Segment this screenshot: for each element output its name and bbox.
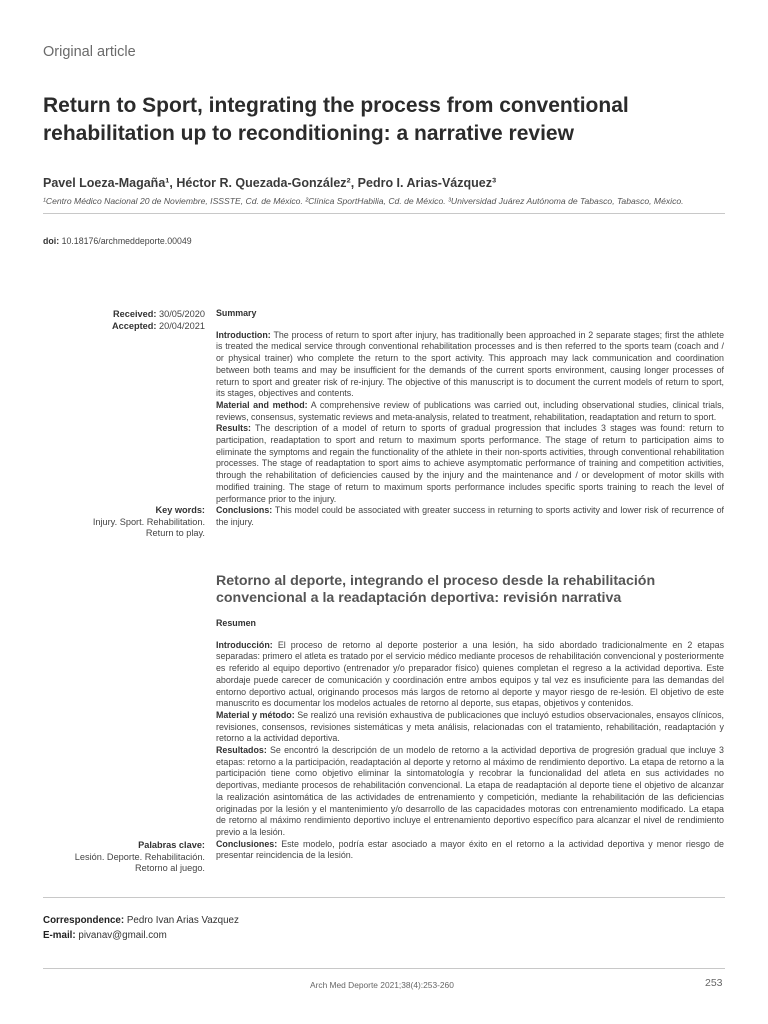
- summary-conclusions: Conclusions: This model could be associated with greater success in returning to sports activity and lower risk of recurrence of the injury.: [216, 505, 724, 527]
- accepted-label: Accepted:: [112, 321, 157, 331]
- journal-citation: Arch Med Deporte 2021;38(4):253-260: [310, 980, 454, 990]
- correspondence-line: [43, 914, 239, 929]
- author-list: Pavel Loeza-Magaña¹, Héctor R. Quezada-González², Pedro I. Arias-Vázquez³: [43, 176, 497, 190]
- summary-results: Results: The description of a model of return to sports of gradual progression that includes 3 stages was found: return to participation, readaptation to sport and return to maximum sports performance. The stage of return to participation aims to eliminate the symptoms and regain the functionality of the athlete in their non-sports activities, through conventional rehabilitation processes. The stage of readaptation to sport aims to achieve asymptomatic performance of training and competition activities, through the rehabilitation of deficiencies caused by the injury and the maintenance and / or development of motor skills with modified training. The stage of return to maximum sports performance includes specific sports training to reach the level of performance prior to the injury.: [216, 423, 724, 504]
- page-number: 253: [705, 977, 723, 989]
- keywords-spanish: [43, 840, 205, 875]
- correspondence-label: Correspondence:: [43, 915, 125, 926]
- email-link[interactable]: pivanav@gmail.com: [78, 929, 167, 941]
- doi-link[interactable]: 10.18176/archmeddeporte.00049: [61, 236, 192, 246]
- article-dates: [43, 308, 205, 332]
- section-label: Original article: [43, 44, 136, 60]
- resumen-introduccion: Introducción: El proceso de retorno al deporte posterior a una lesión, ha sido abordado tradicionalmente en 2 etapas separadas: primero el atleta es tratado por el servicio médico mediante procesos de rehabilitación convencional y posteriormente es referido al equipo deportivo (entrenador y/o preparador físico) quienes completan el regreso a la actividad deportiva. Este abordaje puede carecer de comunicación y coordinación entre ambos equipos y tal vez es insuficiente para las demandas del entorno deportivo actual, originando procesos más largos de retorno al deporte y mayor riesgo de re-lesión. El objetivo de este manuscrito es documentar los modelos actuales de retorno al deporte, sus etapas, objetivos y contenidos.: [216, 639, 725, 709]
- accepted-date: [43, 320, 205, 332]
- email-label: E-mail:: [43, 929, 76, 941]
- keywords-english: [43, 505, 205, 540]
- doi-label: doi:: [43, 236, 60, 246]
- resumen-heading: Resumen: [216, 618, 256, 628]
- email-line: [43, 929, 239, 944]
- summary-spanish: [216, 618, 724, 862]
- correspondence-name: Pedro Ivan Arias Vazquez: [126, 915, 239, 926]
- keywords-line-2: Return to play.: [145, 528, 205, 538]
- received-date: [43, 308, 205, 320]
- accepted-value: 20/04/2021: [159, 321, 205, 331]
- keywords-line-1: Injury. Sport. Rehabilitation.: [92, 516, 205, 527]
- footer-divider: [43, 968, 725, 969]
- summary-heading: Summary: [216, 308, 257, 318]
- received-label: Received:: [113, 309, 157, 319]
- doi: [43, 236, 192, 246]
- palabras-clave-line-1: Lesión. Deporte. Rehabilitación.: [74, 851, 205, 862]
- affiliations: ¹Centro Médico Nacional 20 de Noviembre, ISSSTE, Cd. de México. ²Clínica SportHabilia, Cd. de México. ³Universidad Juárez Autónoma de Tabasco, Tabasco, México.: [43, 196, 684, 206]
- resumen-conclusiones: Conclusiones: Este modelo, podría estar asociado a mayor éxito en el retorno a la actividad deportiva y menor riesgo de presentar reincidencia de la lesión.: [216, 838, 724, 861]
- palabras-clave-line-2: Retorno al juego.: [135, 863, 205, 873]
- keywords-label: Key words:: [155, 505, 205, 515]
- article-title: Return to Sport, integrating the process from conventional rehabilitation up to reconditioning: a narrative review: [43, 94, 629, 145]
- received-value: 30/05/2020: [159, 309, 205, 319]
- summary-method: Material and method: A comprehensive review of publications was carried out, including observational studies, clinical trials, reviews, consensus, systematic reviews and meta-analysis, related to treatment, rehabilitation, readaptation and return to sport.: [216, 399, 724, 422]
- header-divider: [43, 213, 725, 214]
- summary-english: [216, 308, 724, 529]
- summary-introduction: Introduction: The process of return to sport after injury, has traditionally been approached in 2 separate stages; first the athlete is treated the medical service through conventional rehabilitation processes and is then referred to the sports team (coach and / or physical trainer) who complete the return to the sport activity. This approach may lack communication and coordination between both teams and may be insufficient for the demands of the current sports environment, causing longer processes of return to sport and greater risk of re-injury. The objective of this manuscript is to document the current models of return to sport, its stages, objectives and contents.: [216, 329, 725, 399]
- correspondence: [43, 914, 239, 943]
- resumen-metodo: Material y método: Se realizó una revisión exhaustiva de publicaciones que incluyó estudios observacionales, ensayos clínicos, revisiones, consensos, revisiones sistemáticas y meta análisis, relacionadas con el tratamiento, rehabilitación, readaptación y retorno a la actividad deportiva.: [216, 709, 724, 744]
- resumen-resultados: Resultados: Se encontró la descripción de un modelo de retorno a la actividad deportiva de progresión gradual que incluye 3 etapas: retorno a la participación, readaptación al deporte y retorno al máximo de rendimiento deportivo. La etapa de retorno a la participación tiene como objetivo eliminar la sintomatología y recobrar la funcionalidad del atleta en sus actividades no deportivas, mediante procesos de rehabilitación convencional. La etapa de readaptación al deporte tiene el objetivo de alcanzar la realización asintomática de las actividades de entrenamiento y competición, mediante la rehabilitación de las deficiencias originadas por la lesión y el mantenimiento y/o desarrollo de las capacidades motoras con entrenamiento modificado. La etapa de retorno al máximo rendimiento deportivo incluye el entrenamiento deportivo específico para alcanzar el nivel de rendimiento previo a la lesión.: [216, 745, 724, 837]
- correspondence-divider: [43, 897, 725, 898]
- spanish-title: Retorno al deporte, integrando el proceso desde la rehabilitación convencional a la readaptación deportiva: revisión narrativa: [216, 573, 656, 606]
- palabras-clave-label: Palabras clave:: [138, 840, 205, 850]
